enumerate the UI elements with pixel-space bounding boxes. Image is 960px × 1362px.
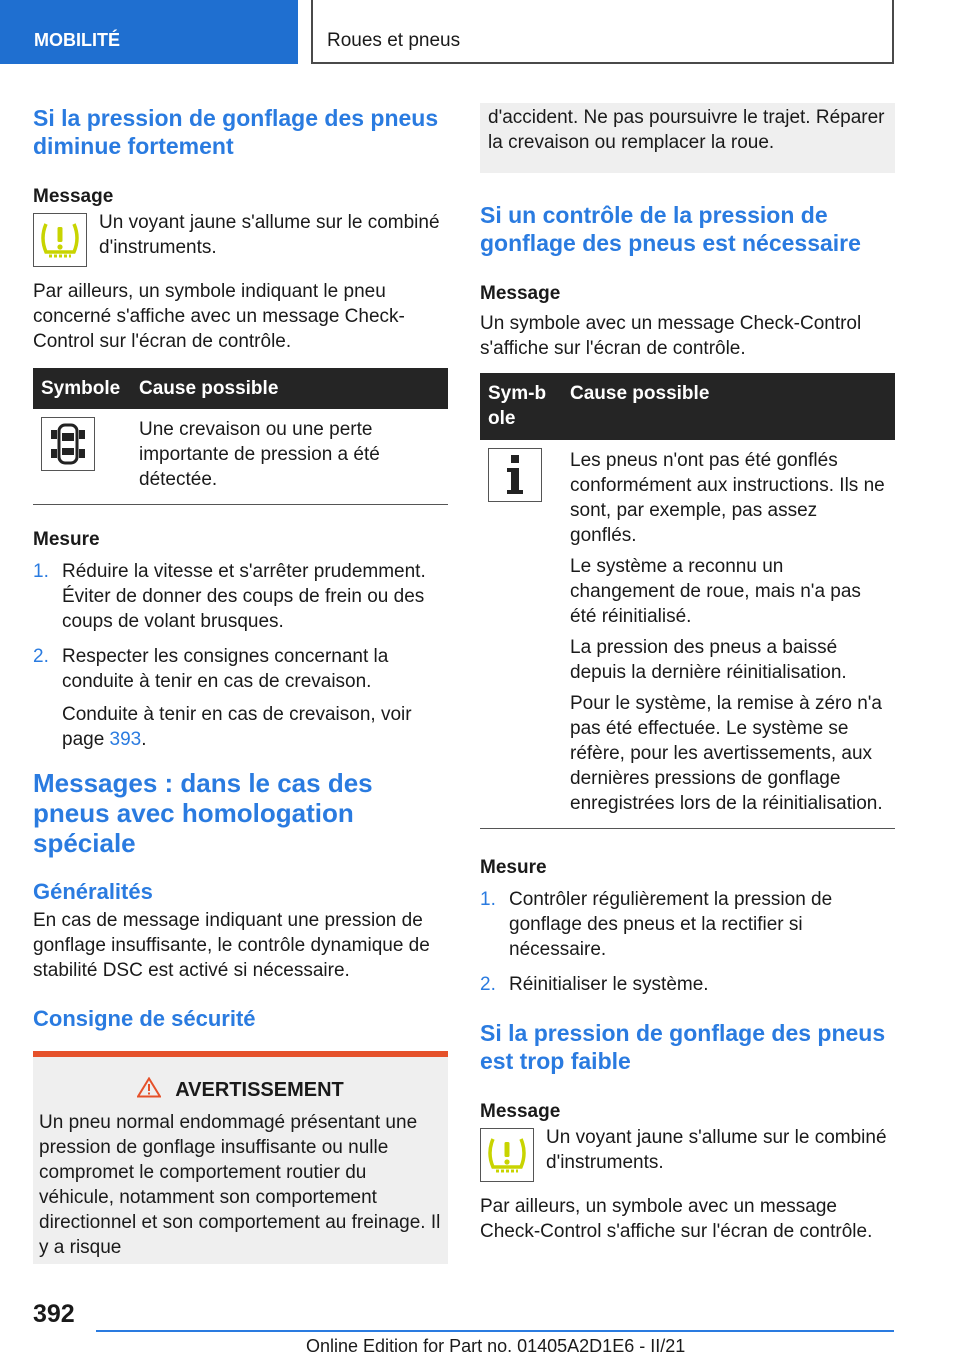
edition-text: Online Edition for Part no. 01405A2D1E6 - II/21 <box>306 1336 686 1356</box>
col-symbol-header: Sym-bole <box>480 373 562 440</box>
crossref-text: Conduite à tenir en cas de crevaison, voir page <box>62 704 412 750</box>
general-text: En cas de message indiquant une pression de gonflage insuffisante, le contrôle dynamique de stabilité DSC est activé si nécessaire. <box>33 910 430 981</box>
message-row <box>480 1125 895 1182</box>
heading-check-required: Si un contrôle de la pression de gonflage des pneus est nécessaire <box>480 202 861 256</box>
heading-safety: Consigne de sécurité <box>33 1006 256 1031</box>
page-link[interactable]: 393 <box>109 729 142 750</box>
warning-text: Un pneu normal endommagé présentant une pression de gonflage insuffisante ou nulle compromet le comportement routier du véhicule, notamment son comportement directionnel et son comportement au freinage. Il y a risque <box>39 1112 441 1258</box>
col-symbol-header: Symbole <box>33 368 131 409</box>
heading-general: Généralités <box>33 879 153 904</box>
cause-text: La pression des pneus a baissé depuis la dernière réinitialisation. <box>570 637 847 683</box>
cause-text: Les pneus n'ont pas été gonflés conformément aux instructions. Ils ne sont, par exemple, pas assez gonflés. <box>570 450 885 546</box>
message-label: Message <box>480 283 561 304</box>
warning-title: AVERTISSEMENT <box>175 1079 344 1101</box>
crossref-suffix: . <box>141 729 147 750</box>
warning-continued-block <box>480 103 895 173</box>
warning-header <box>39 1077 442 1104</box>
step-text: Réinitialiser le système. <box>509 974 709 995</box>
message-label: Message <box>480 1101 561 1122</box>
tire-pressure-warning-icon <box>33 213 87 267</box>
additional-text: Par ailleurs, un symbole indiquant le pneu concerné s'affiche avec un message Check-Control sur l'écran de contrôle. <box>33 281 405 352</box>
step-number: 1. <box>480 889 496 910</box>
chapter-tab <box>0 0 298 64</box>
message-text: Un symbole avec un message Check-Control s'affiche sur l'écran de contrôle. <box>480 313 862 359</box>
list-item <box>480 972 895 997</box>
heading-special-approval: Messages : dans le cas des pneus avec homologation spéciale <box>33 768 373 858</box>
warning-triangle-icon <box>137 1077 161 1104</box>
cause-text: Pour le système, la remise à zéro n'a pas été effectuée. Le système se réfère, pour les avertissements, aux dernières pressions de gonflage enregistrées lors de la réinitialisation. <box>570 693 883 814</box>
step-number: 2. <box>33 646 49 667</box>
measure-label: Mesure <box>33 529 100 550</box>
tire-pressure-warning-icon <box>480 1128 534 1182</box>
warning-block <box>33 1051 448 1264</box>
additional-text: Par ailleurs, un symbole avec un message Check-Control s'affiche sur l'écran de contrôle. <box>480 1196 873 1242</box>
step-number: 1. <box>33 561 49 582</box>
measure-steps <box>33 559 448 752</box>
step-text: Contrôler régulièrement la pression de gonflage des pneus et la rectifier si nécessaire. <box>509 889 833 960</box>
list-item <box>33 559 448 634</box>
cause-text: Le système a reconnu un changement de roue, mais n'a pas été réinitialisé. <box>570 556 861 627</box>
measure-steps <box>480 887 895 997</box>
step-number: 2. <box>480 974 496 995</box>
warning-continued-text: d'accident. Ne pas poursuivre le trajet. Réparer la crevaison ou remplacer la roue. <box>488 107 885 153</box>
col-cause-header: Cause possible <box>131 368 448 409</box>
heading-pressure-too-low: Si la pression de gonflage des pneus est trop faible <box>480 1020 886 1074</box>
chapter-title-box <box>311 0 894 64</box>
symbol-cause-table <box>33 368 448 505</box>
list-item <box>33 644 448 752</box>
chapter-title: Roues et pneus <box>327 30 461 51</box>
footer-divider <box>96 1330 894 1332</box>
cause-text: Une crevaison ou une perte importante de pression a été détectée. <box>131 409 448 505</box>
list-item <box>480 887 895 962</box>
step-crossref <box>62 702 448 752</box>
message-row <box>33 210 448 267</box>
table-row <box>33 409 448 505</box>
left-column <box>33 100 448 1264</box>
car-tire-icon <box>41 417 95 471</box>
heading-strong-pressure-drop: Si la pression de gonflage des pneus diminue fortement <box>33 105 439 159</box>
symbol-cause-table <box>480 373 895 829</box>
right-column <box>480 103 895 1244</box>
section-title: MOBILITÉ <box>34 30 120 50</box>
table-row <box>480 440 895 829</box>
message-text: Un voyant jaune s'allume sur le combiné d'instruments. <box>546 1127 887 1173</box>
step-text: Respecter les consignes concernant la conduite à tenir en cas de crevaison. <box>62 646 389 692</box>
page-number: 392 <box>33 1300 75 1328</box>
col-cause-header: Cause possible <box>562 373 895 440</box>
info-icon <box>488 448 542 502</box>
message-text: Un voyant jaune s'allume sur le combiné d'instruments. <box>99 212 440 258</box>
message-label: Message <box>33 186 114 207</box>
measure-label: Mesure <box>480 857 547 878</box>
step-text: Réduire la vitesse et s'arrêter prudemment. Éviter de donner des coups de frein ou des coups de volant brusques. <box>62 561 426 632</box>
